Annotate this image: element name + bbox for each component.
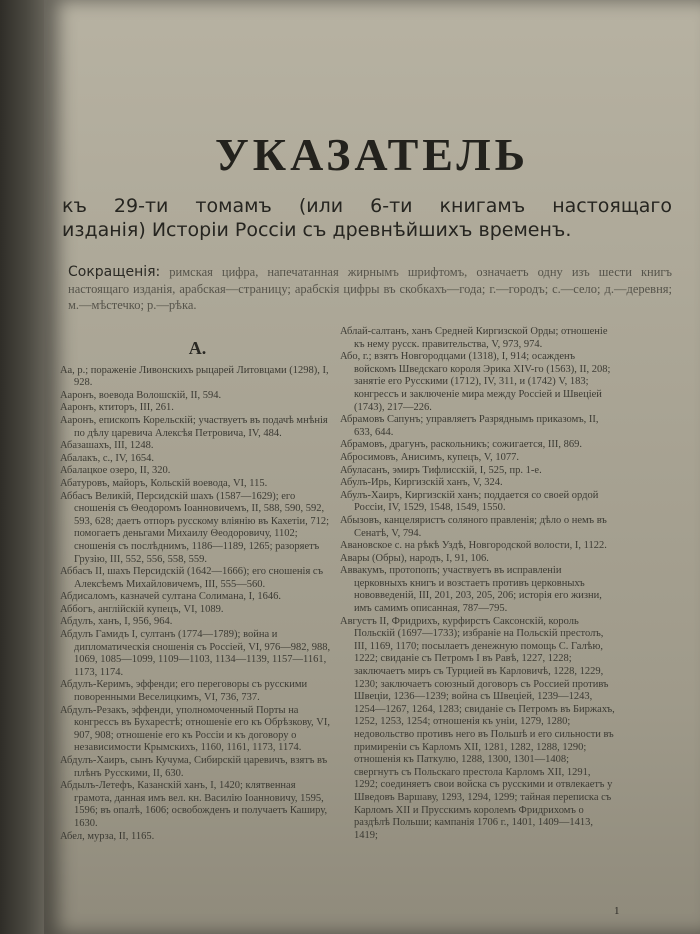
page-title: УКАЗАТЕЛЬ — [214, 129, 530, 180]
index-entry: Аббасъ II, шахъ Персидскій (1642—1666); его сношенія съ Алексѣемъ Михайловичемъ, III, 555—560. — [60, 566, 324, 590]
index-entry: Ааронъ, воевода Волошскій, II, 594. — [60, 389, 222, 401]
index-entry: Ааронъ, епископъ Корельскій; участвуетъ въ подачѣ мнѣнія по дѣлу царевича Алексѣя Петровича, IV, 484. — [60, 414, 328, 439]
right-entry-list — [340, 326, 615, 842]
index-entry: Аввакумъ, протопопъ; участвуетъ въ исправленіи церковныхъ книгъ и возстаетъ противъ церковныхъ нововведеній, III, 201, 203, 205, 206; исторія его жизни, имъ самимъ описанная, 787—795. — [340, 565, 602, 615]
index-entry: Августъ II, Фридрихъ, курфирстъ Саксонскій, король Польскій (1697—1733); избраніе на Польскій престолъ, III, 1169, 1170; посылаетъ денежную помощь С. Галѣю, 1222; свиданіе съ Петромъ I въ Равѣ, 1227, 1228; заключаетъ миръ съ Турцией въ Карловичѣ, 1228, 1229, 1230; заключаетъ союзный договоръ съ Россией противъ Швеціи, 1236—1239; война съ Швеціей, 1239—1243, 1254—1267, 1264, 1283; свиданіе съ Петромъ въ Биржахъ, 1252, 1253, 1254; отношенія къ уніи, 1279, 1280; недовольство противъ него въ Польшѣ и его сильности въ примиреніи съ Карломъ XII, 1281, 1282, 1288, 1290; отношенія къ Паткулю, 1288, 1300, 1301—1408; свергнутъ съ Польскаго престола Карломъ XII, 1291, 1292; соединяетъ свои войска съ русскими и отвлекаетъ у Шведовъ Варшаву, 1293, 1294, 1299; тайная переписка съ Карломъ XII и Прусскимъ королемъ Фридрихомъ о раздѣлѣ Польши; кампанія 1706 г., 1401, 1409—1413, 1419; — [340, 615, 615, 841]
abbreviations-text: римская цифра, напечатанная жирнымъ шрифтомъ, означаетъ одну изъ шести книгъ настоящаго изданія, арабская—страницу; арабскія цифры въ скобкахъ—года; г.—городъ; с.—село; д.—деревня; м.—мѣстечко; р.—рѣка. — [68, 265, 673, 312]
index-entry: Абрамовъ, драгунъ, раскольникъ; сожигается, III, 869. — [340, 439, 582, 451]
index-entry: Абызовъ, канцеляристъ соляного правленія; дѣло о немъ въ Сенатѣ, V, 794. — [340, 514, 607, 539]
section-letter: А. — [188, 338, 207, 358]
index-entry: Абрамовъ Сапунъ; управляетъ Разряднымъ приказомъ, II, 633, 644. — [340, 414, 599, 438]
index-entry: Абдулъ Гамидъ I, султанъ (1774—1789); война и дипломатическія сношенія съ Россіей, VI, 976—982, 988, 1069, 1085—1099, 1109—1103, 1134—1139, 1157—1161, 1173, 1174. — [60, 629, 331, 678]
index-entry: Абатуровъ, майоръ, Кольскій воевода, VI, 115. — [60, 477, 268, 489]
index-entry: Абдулъ-Резакъ, эффенди, уполномоченный Порты на конгрессъ въ Бухарестѣ; отношеніе его къ Обрѣзкову, VI, 907, 908; отношеніе его къ Россіи и къ договору о независимости Крымскихъ, 1160, 1161, 1173, 1174. — [60, 704, 330, 754]
index-entry: Ааронъ, ктиторъ, III, 261. — [60, 402, 174, 414]
page-number: 1 — [614, 905, 620, 917]
index-entry: Абулъ-Ирь, Киргизскій ханъ, V, 324. — [340, 477, 503, 489]
index-entry: Аббасъ Великій, Персидскій шахъ (1587—1629); его сношенія съ Θеодоромъ Іоанновичемъ, II, 588, 590, 592, 593, 628; даетъ отпоръ русскому вліянію въ Кахетіи, 712; помогаетъ деньгами Михаилу Θеодоровичу, 1102; сношенія съ послѣднимъ, 1186—1189, 1265; разоряетъ Грузію, III, 552, 556, 558, 559. — [60, 490, 330, 565]
index-entry: Абалацкое озеро, II, 320. — [60, 465, 171, 477]
index-column-right — [340, 326, 615, 842]
book-spine — [0, 0, 48, 934]
index-entry: Абуласанъ, эмиръ Тифлисскій, I, 525, пр. 1-е. — [340, 464, 542, 476]
index-entry: Абдулъ-Хаиръ, сынъ Кучума, Сибирскій царевичъ, взятъ въ плѣнъ Русскими, II, 630. — [60, 755, 328, 779]
index-entry: Абел, мурза, II, 1165. — [60, 830, 155, 842]
index-entry: Авановское с. на рѣкѣ Уздѣ, Новгородской волости, I, 1122. — [340, 540, 607, 552]
index-entry: Аббогъ, англійскій купецъ, VI, 1089. — [60, 603, 224, 615]
index-entry: Абдулъ-Керимъ, эффенди; его переговоры съ русскими поворенными Веселицкимъ, VI, 736, 737. — [60, 679, 308, 704]
index-entry: Аа, р.; пораженіе Ливонскихъ рыцарей Литовцами (1298), I, 928. — [60, 364, 329, 389]
abbreviations — [68, 264, 672, 314]
index-entry: Абдисаломъ, казначей султана Солимана, I, 1646. — [60, 591, 281, 603]
subtitle-line-2: изданія) Исторіи Россіи съ древнѣйшихъ временъ. — [62, 219, 572, 241]
subtitle-line-1: къ 29-ти томамъ (или 6-ти книгамъ настоящаго — [62, 195, 672, 217]
index-entry: Авары (Обры), народъ, I, 91, 106. — [340, 552, 489, 564]
abbreviations-label: Сокращенія: — [68, 264, 161, 280]
index-entry: Абдылъ-Летефъ, Казанскій ханъ, I, 1420; клятвенная грамота, данная имъ вел. кн. Василію Іоанновичу, 1595, 1596; въ опалѣ, 1606; освобожденъ и получаетъ Каширу, 1630. — [60, 780, 328, 829]
index-entry: Абулъ-Хаиръ, Киргизскій ханъ; поддается со своей ордой Россіи, IV, 1529, 1548, 1549, 1550. — [340, 489, 599, 514]
index-entry: Або, г.; взятъ Новгородцами (1318), I, 914; осажденъ войскомъ Шведскаго короля Эрика XIV-го (1563), II, 208; занятіе его Русскими (1712), IV, 311, и (1742) V, 183; конгрессъ и заключеніе мира между Россіей и Швеціей (1743), 217—226. — [340, 351, 611, 413]
index-entry: Абазашахъ, III, 1248. — [60, 440, 154, 452]
left-entry-list — [60, 365, 335, 844]
index-entry: Абалакъ, с., IV, 1654. — [60, 452, 154, 464]
index-column-left — [60, 326, 335, 843]
index-entry: Абросимовъ, Анисимъ, купецъ, V, 1077. — [340, 451, 520, 463]
index-entry: Аблай-салтанъ, ханъ Средней Киргизской Орды; отношеніе къ нему русск. правительства, V, 973, 974. — [340, 326, 608, 350]
subtitle — [62, 194, 672, 242]
index-entry: Абдулъ, ханъ, I, 956, 964. — [60, 616, 173, 628]
